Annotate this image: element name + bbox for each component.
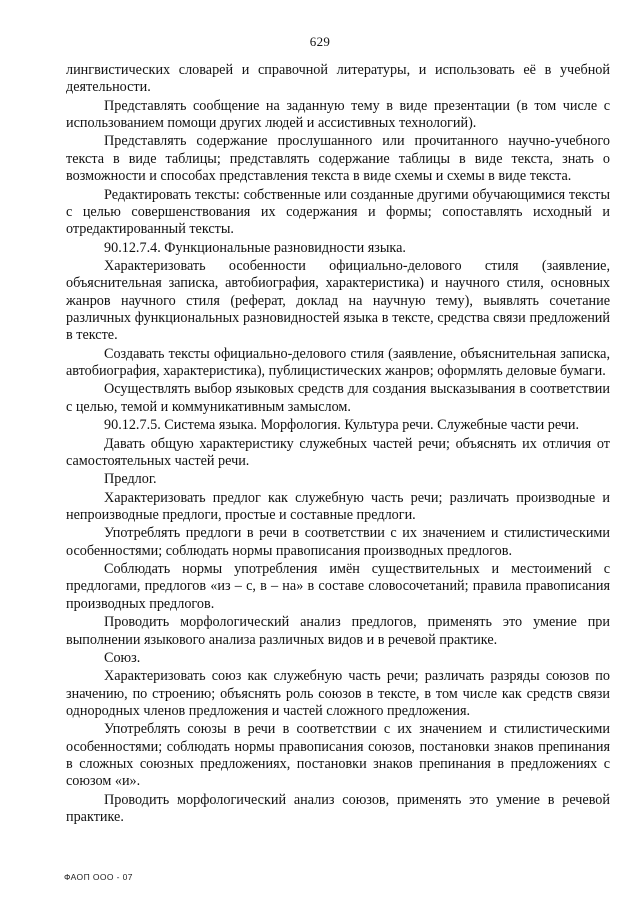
paragraph: Характеризовать союз как служебную часть речи; различать разряды союзов по значению, по строению; объяснять роль союзов в тексте, в том числе как средств связи однородных членов предложения и частей сложного предложения. [66, 668, 610, 719]
paragraph: Проводить морфологический анализ союзов, применять это умение в речевой практике. [66, 791, 610, 826]
paragraph: Предлог. [104, 471, 157, 488]
paragraph: Проводить морфологический анализ предлогов, применять это умение при выполнении языкового анализа различных видов и в речевой практике. [66, 614, 610, 648]
page-number: 629 [309, 34, 331, 49]
paragraph: лингвистических словарей и справочной литературы, и использовать её в учебной деятельности. [66, 62, 610, 96]
paragraph: Давать общую характеристику служебных частей речи; объяснять их отличия от самостоятельных частей речи. [66, 435, 610, 469]
paragraph: 90.12.7.5. Система языка. Морфология. Культура речи. Служебные части речи. [104, 417, 580, 434]
paragraph: Осуществлять выбор языковых средств для создания высказывания в соответствии с целью, темой и коммуникативным замыслом. [66, 381, 610, 415]
paragraph: Употреблять предлоги в речи в соответствии с их значением и стилистическими особенностями; соблюдать нормы правописания производных предлогов. [66, 525, 610, 559]
paragraph: Представлять содержание прослушанного или прочитанного научно-учебного текста в виде таблицы; представлять содержание таблицы в виде текста, знать о возможности и способах представления текста в виде схемы и схемы в виде текста. [66, 133, 610, 185]
paragraph: Характеризовать предлог как служебную часть речи; различать производные и непроизводные предлоги, простые и составные предлоги. [66, 489, 610, 523]
paragraph: Характеризовать особенности официально-делового стиля (заявление, объяснительная записка, автобиография, характеристика) и научного стиля, основных жанров научного стиля (реферат, доклад на научную тему), выявлять сочетание различных функциональных разновидностей языка в тексте, средства связи предложений в тексте. [66, 257, 610, 344]
paragraph: Употреблять союзы в речи в соответствии с их значением и стилистическими особенностями; соблюдать нормы правописания союзов, постановки знаков препинания в сложных союзных предложениях, постановки знаков препинания в предложениях с союзом «и». [66, 721, 610, 790]
page-footer: ФАОП ООО - 07 [64, 872, 133, 882]
paragraph: Создавать тексты официально-делового стиля (заявление, объяснительная записка, автобиография, характеристика), публицистических жанров; оформлять деловые бумаги. [66, 345, 610, 380]
paragraph: Соблюдать нормы употребления имён существительных и местоимений с предлогами, предлогов «из – с, в – на» в составе словосочетаний; правила правописания производных предлогов. [66, 561, 610, 612]
paragraph: Представлять сообщение на заданную тему в виде презентации (в том числе с использованием помощи других людей и ассистивных технологий). [66, 97, 610, 132]
paragraph: Редактировать тексты: собственные или созданные другими обучающимися тексты с целью совершенствования их содержания и формы; сопоставлять исходный и отредактированный тексты. [66, 186, 610, 238]
paragraph: 90.12.7.4. Функциональные разновидности языка. [104, 239, 406, 256]
paragraph: Союз. [104, 649, 141, 666]
document-body [66, 62, 610, 826]
